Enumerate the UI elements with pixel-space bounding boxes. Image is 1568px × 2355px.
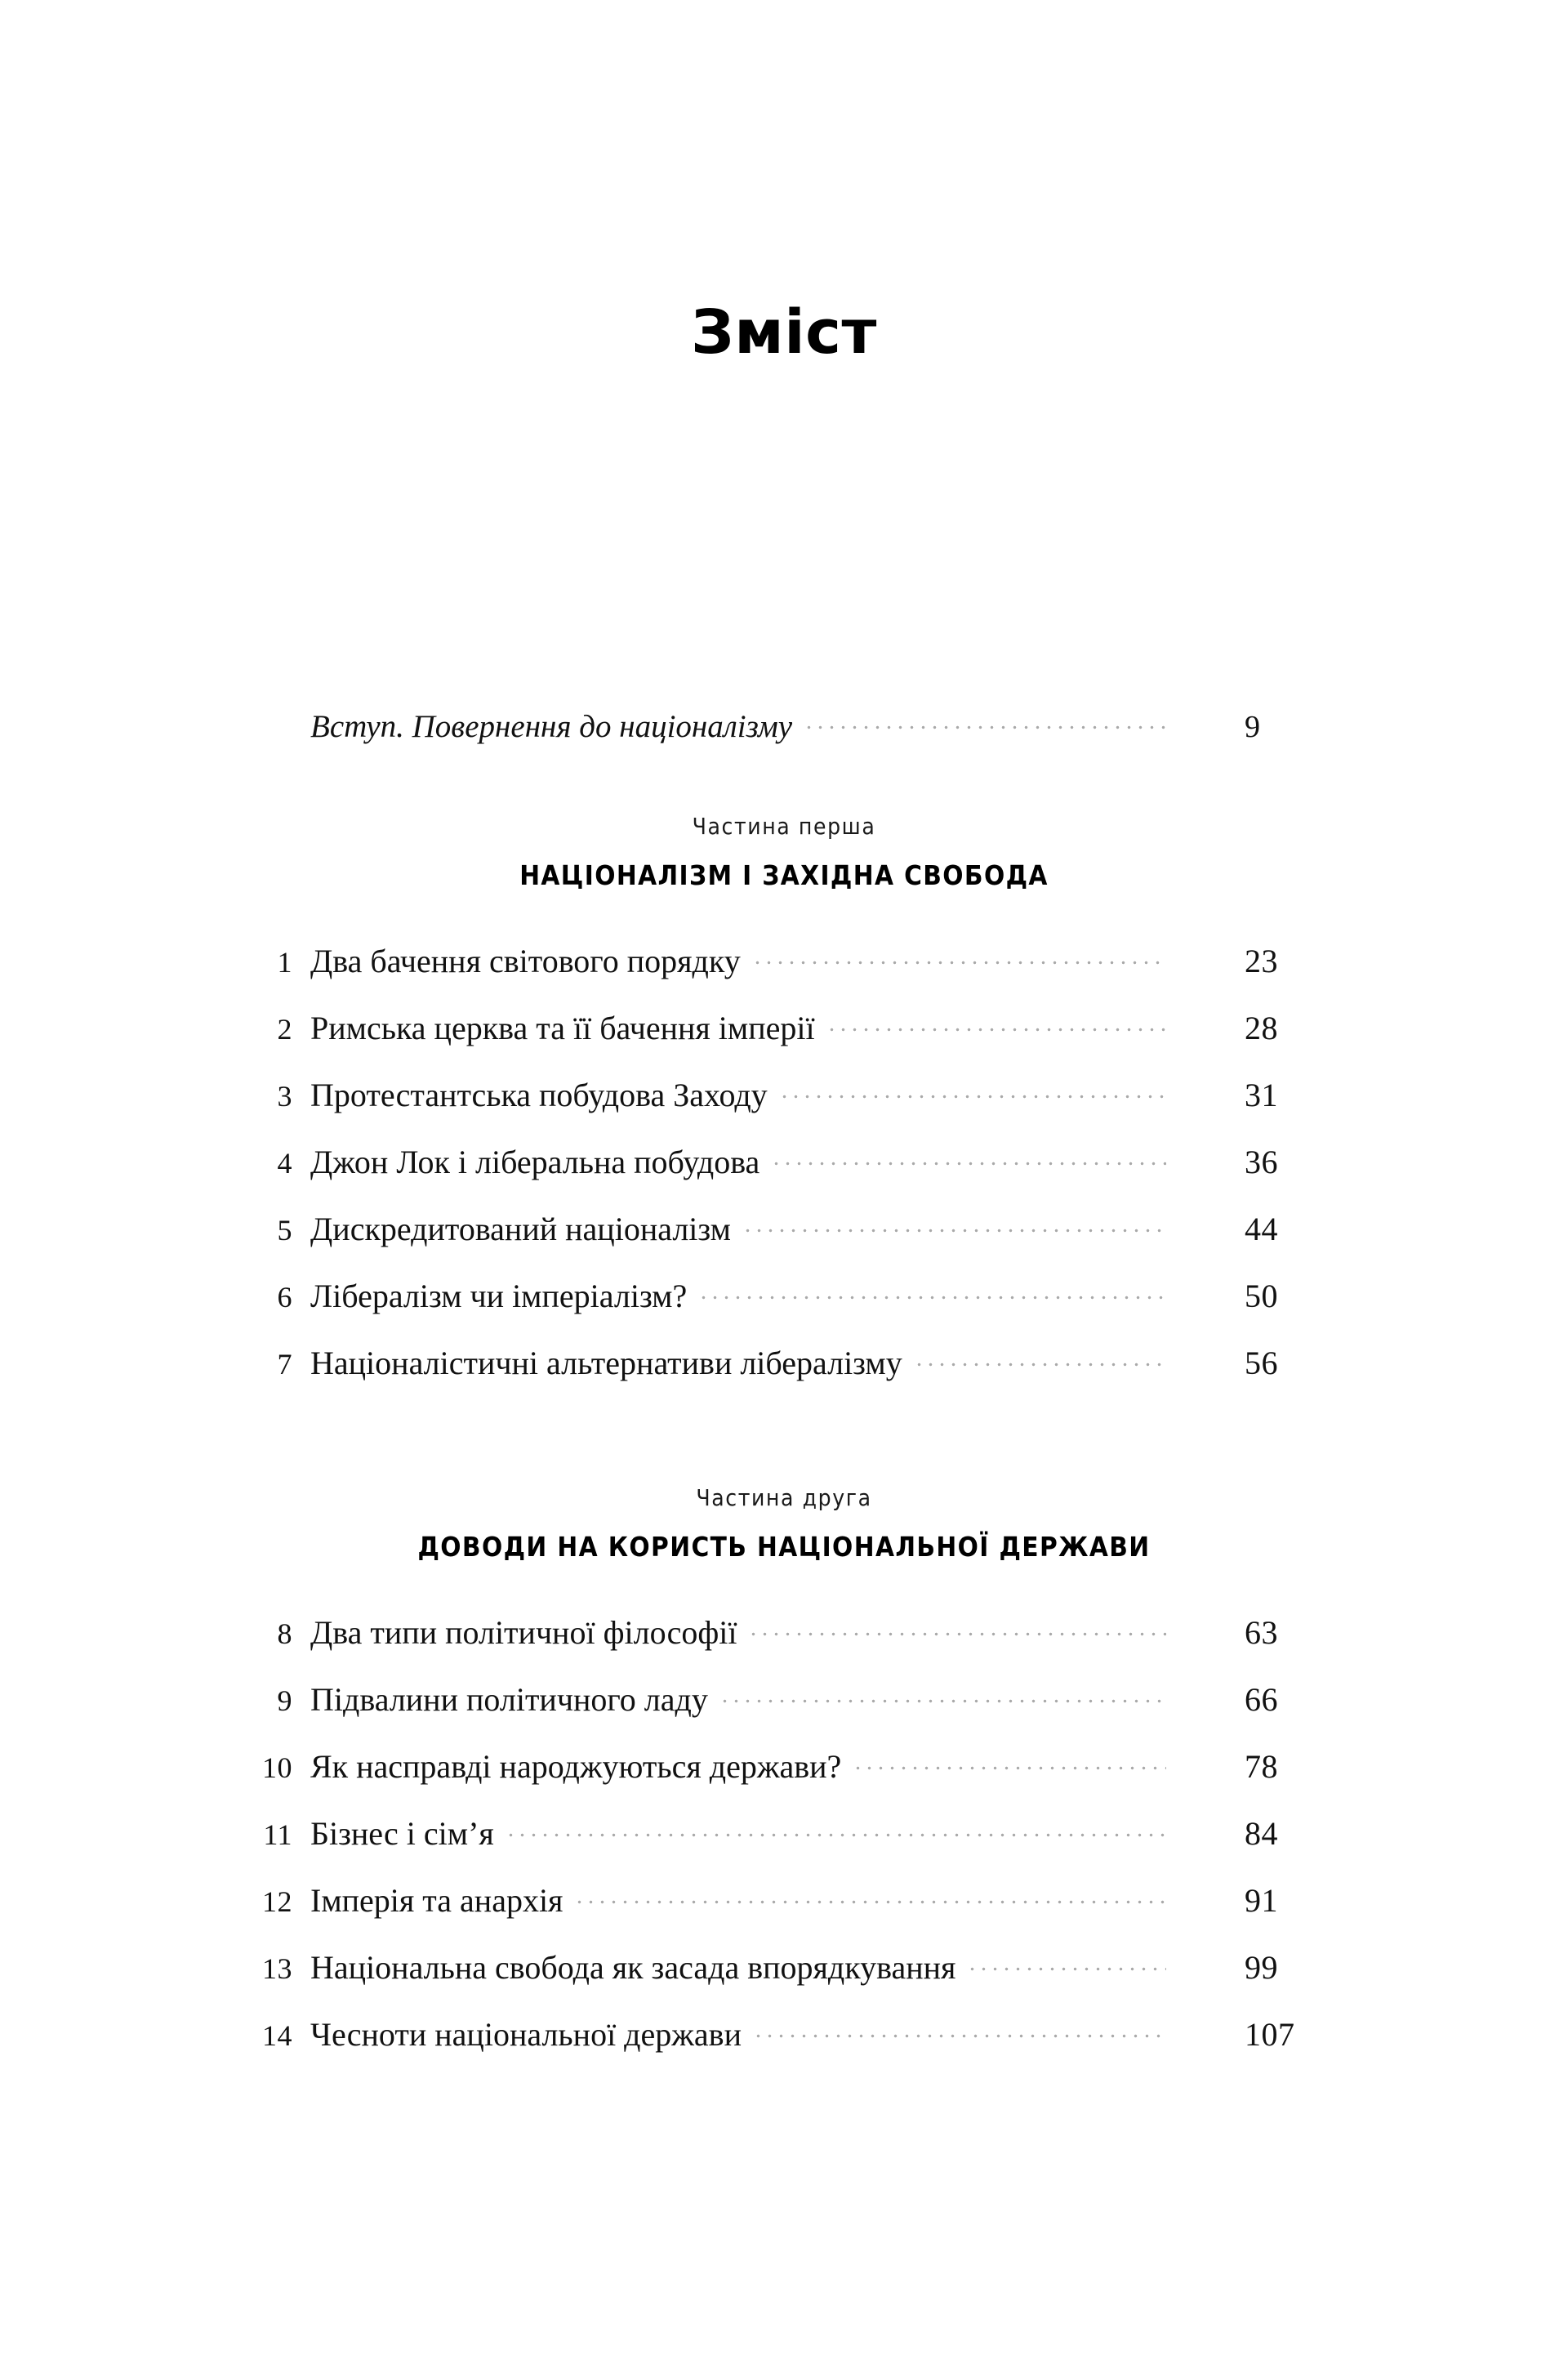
toc-entry-page-number: 23 (1245, 943, 1278, 979)
toc-entry-number: 8 (277, 1617, 292, 1650)
toc-entry[interactable] (245, 1073, 1323, 1140)
toc-entry-page-number: 50 (1245, 1278, 1278, 1314)
toc-entry-page-number: 63 (1245, 1614, 1278, 1651)
toc-entry-number: 2 (277, 1013, 292, 1046)
toc-entry-page-number: 44 (1245, 1211, 1278, 1247)
toc-entry[interactable] (245, 1274, 1323, 1341)
toc-entry-list (245, 704, 1323, 2080)
toc-entry[interactable] (245, 1745, 1323, 1812)
vertical-spacer (245, 889, 1323, 939)
toc-entry-page-number: 84 (1245, 1815, 1278, 1852)
toc-entry-label: Вступ. Повернення до націоналізму (310, 709, 793, 744)
toc-entry-label: Два типи політичної філософії (310, 1614, 737, 1651)
toc-entry[interactable] (245, 1946, 1323, 2013)
dot-leader (723, 1678, 1166, 1710)
toc-entry[interactable] (245, 1341, 1323, 1408)
dot-leader (830, 1006, 1166, 1039)
dot-leader (782, 1073, 1166, 1106)
toc-entry-label: Лібералізм чи імперіалізм? (310, 1278, 688, 1314)
dot-leader (509, 1812, 1166, 1844)
part-heading-one (245, 815, 1323, 889)
toc-entry-number: 10 (262, 1751, 292, 1784)
toc-entry[interactable] (245, 1879, 1323, 1946)
toc-entry[interactable] (245, 1678, 1323, 1745)
toc-entry[interactable] (245, 2013, 1323, 2080)
toc-entry-label: Бізнес і сім’я (310, 1815, 494, 1852)
dot-leader (856, 1745, 1166, 1777)
toc-entry-label: Протестантська побудова Заходу (310, 1077, 768, 1113)
part-title: НАЦІОНАЛІЗМ І ЗАХІДНА СВОБОДА (519, 859, 1049, 891)
dot-leader (917, 1341, 1166, 1374)
toc-entry-number: 3 (277, 1080, 292, 1113)
toc-entry-number: 11 (263, 1818, 292, 1851)
dot-leader (774, 1140, 1166, 1173)
toc-entry-label: Римська церква та її бачення імперії (310, 1010, 815, 1046)
toc-entry-number: 12 (262, 1885, 292, 1918)
toc-entry-number: 4 (277, 1147, 292, 1180)
toc-entry-label: Чесноти національної держави (310, 2016, 742, 2053)
toc-entry-label: Підвалини політичного ладу (310, 1681, 708, 1718)
toc-entry-page-number: 78 (1245, 1748, 1278, 1785)
page-title: Зміст (691, 297, 877, 368)
vertical-spacer (245, 1408, 1323, 1487)
toc-entry-label: Дискредитований націоналізм (310, 1211, 731, 1247)
toc-entry-page-number: 99 (1245, 1949, 1278, 1986)
toc-entry-number: 1 (277, 946, 292, 979)
part-kicker: Частина друга (696, 1484, 872, 1511)
toc-entry-page-number: 91 (1245, 1882, 1278, 1919)
part-heading-two (245, 1484, 1323, 1563)
toc-entry-number: 6 (277, 1281, 292, 1314)
toc-entry-number: 14 (262, 2019, 292, 2052)
vertical-spacer (245, 771, 1323, 815)
toc-entry[interactable] (245, 1812, 1323, 1879)
toc-entry-page-number: 107 (1245, 2016, 1295, 2053)
dot-leader (756, 2013, 1166, 2045)
toc-entry[interactable] (245, 1207, 1323, 1274)
dot-leader (577, 1879, 1166, 1911)
toc-entry-label: Як насправді народжуються держави? (310, 1748, 842, 1785)
toc-entry-label: Два бачення світового порядку (310, 943, 741, 979)
dot-leader (755, 939, 1166, 972)
toc-entry-page-number: 56 (1245, 1345, 1278, 1381)
dot-leader (751, 1611, 1166, 1644)
toc-entry-number: 5 (277, 1214, 292, 1247)
toc-entry-label: Джон Лок і ліберальна побудова (310, 1144, 760, 1180)
toc-entry-page-number: 28 (1245, 1010, 1278, 1046)
toc-entry-label: Національна свобода як засада впорядкування (310, 1949, 956, 1986)
toc-entry[interactable] (245, 1006, 1323, 1073)
toc-entry-page-number: 66 (1245, 1681, 1278, 1718)
toc-entry-number: 13 (262, 1952, 292, 1985)
dot-leader (970, 1946, 1166, 1978)
toc-entry[interactable] (245, 1611, 1323, 1678)
toc-entry-label: Імперія та анархія (310, 1882, 564, 1919)
vertical-spacer (245, 1560, 1323, 1611)
toc-entry[interactable] (245, 939, 1323, 1006)
dot-leader (702, 1274, 1166, 1307)
toc-entry-number: 7 (277, 1348, 292, 1380)
toc-entry-page-number: 31 (1245, 1077, 1278, 1113)
toc-entry-page-number: 9 (1245, 710, 1261, 744)
toc-entry[interactable] (245, 1140, 1323, 1207)
toc-entry-number: 9 (277, 1684, 292, 1717)
toc-entry-page-number: 36 (1245, 1144, 1278, 1180)
dot-leader (807, 704, 1166, 737)
toc-entry-intro[interactable] (245, 704, 1323, 771)
part-title: ДОВОДИ НА КОРИСТЬ НАЦІОНАЛЬНОЇ ДЕРЖАВИ (417, 1531, 1151, 1563)
dot-leader (746, 1207, 1166, 1240)
toc-entry-label: Націоналістичні альтернативи лібералізму (310, 1345, 902, 1381)
part-kicker: Частина перша (692, 813, 876, 840)
